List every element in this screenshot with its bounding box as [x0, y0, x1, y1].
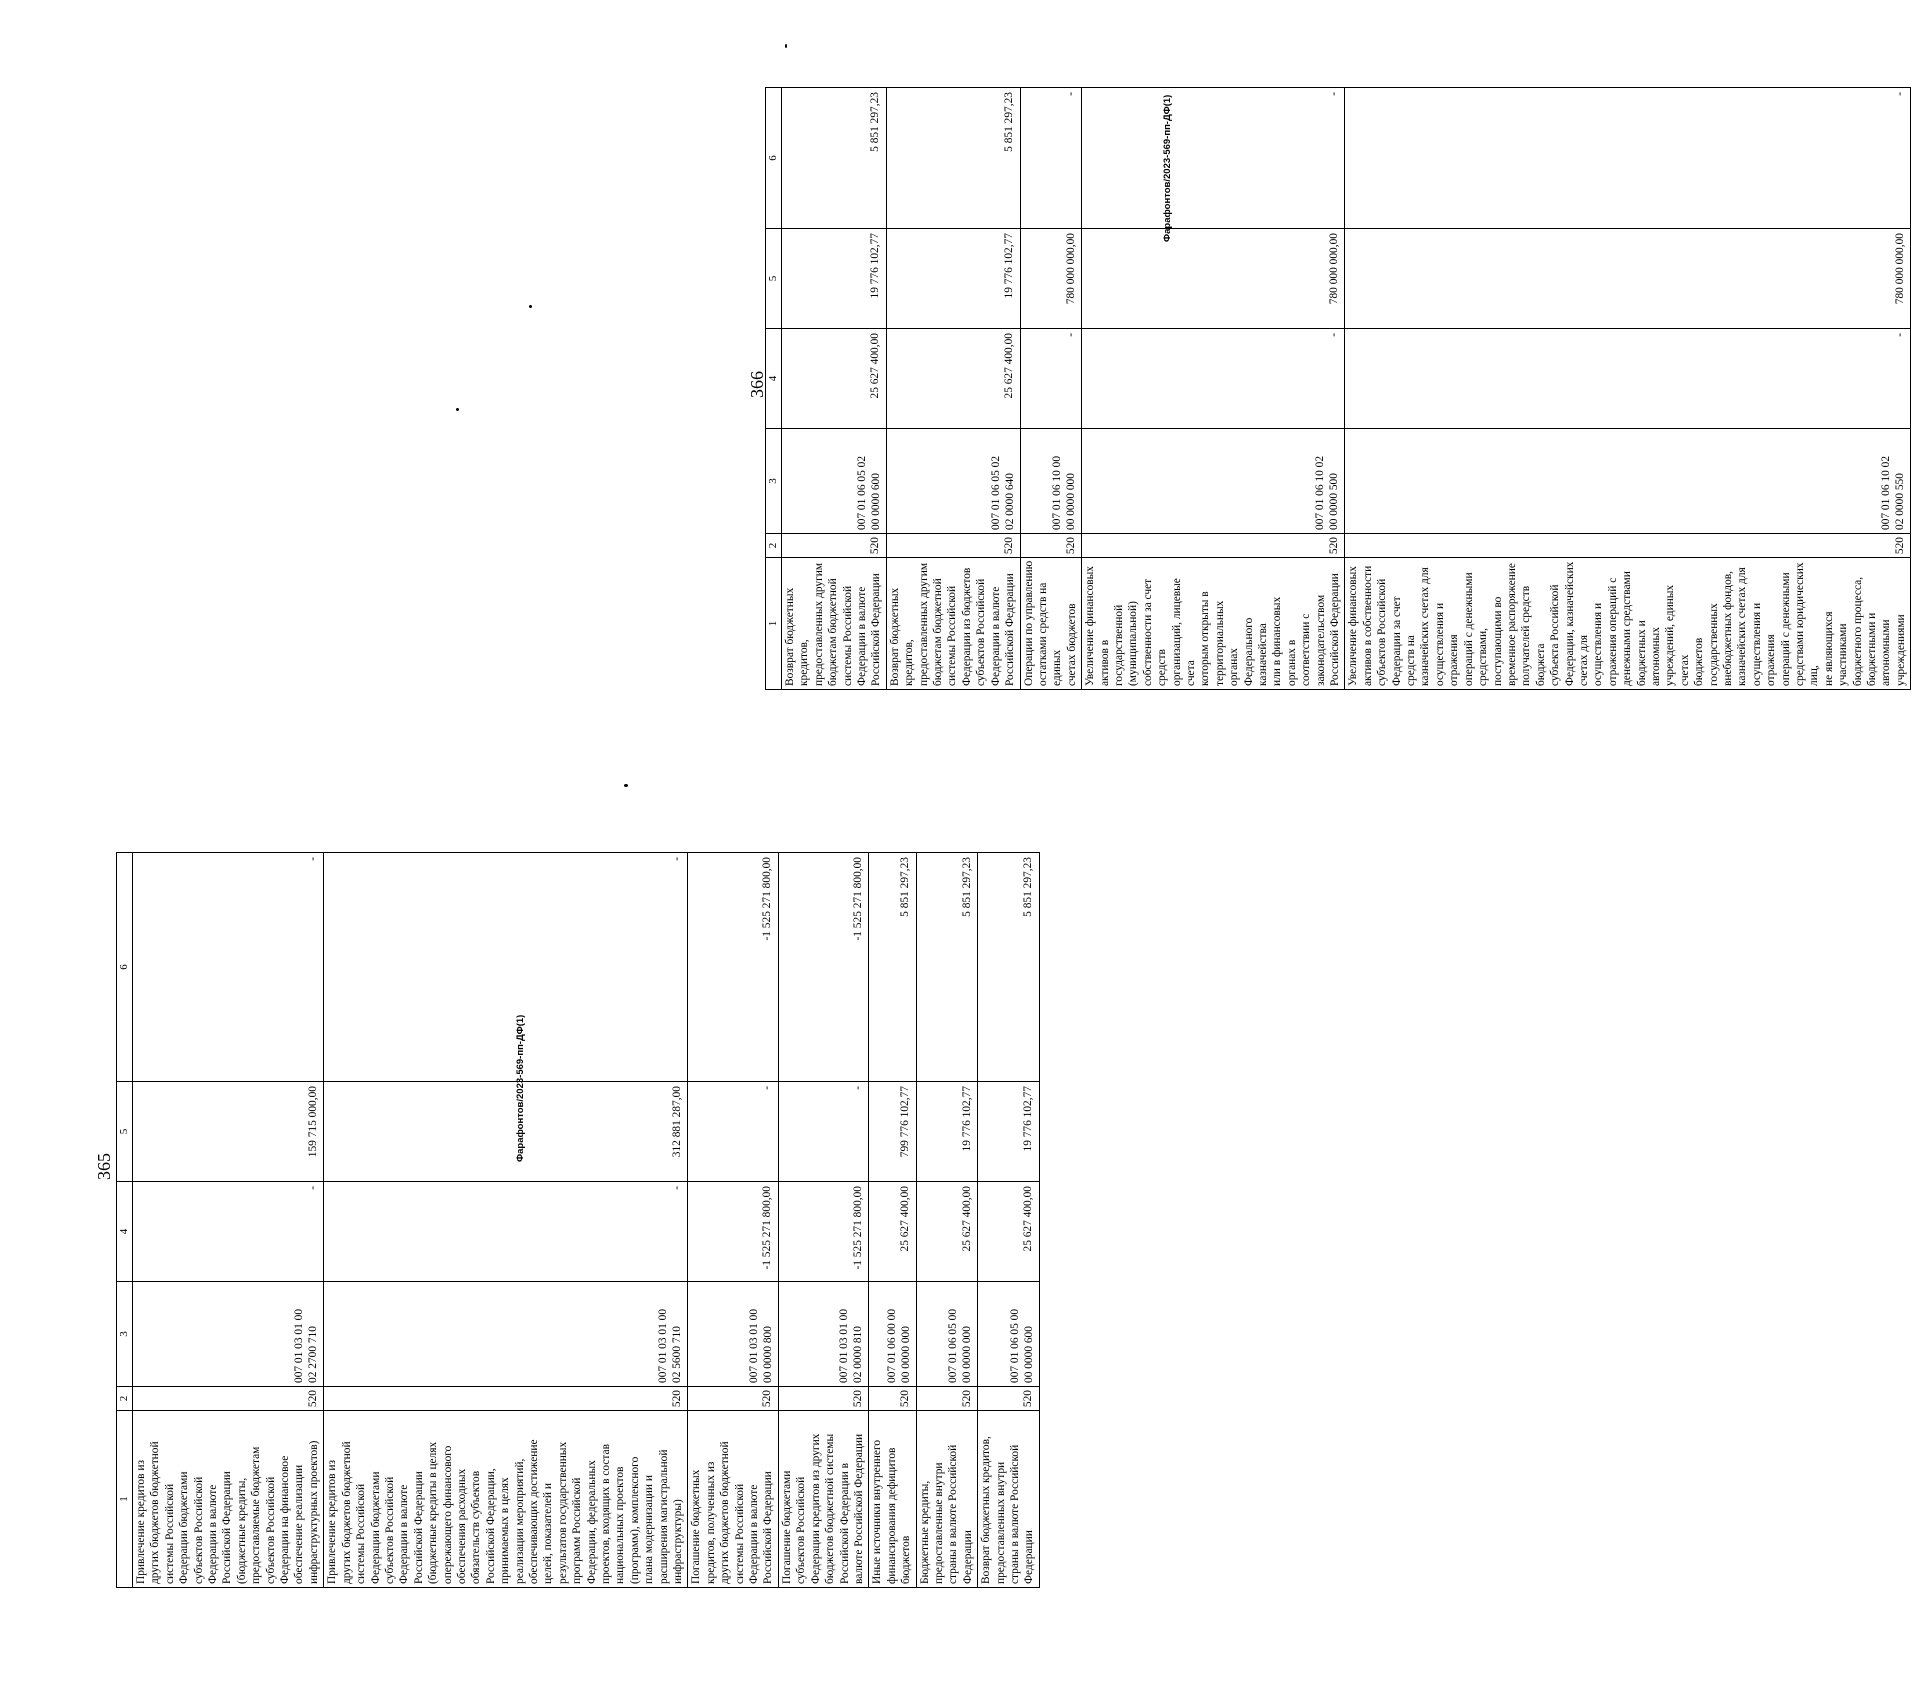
line-code: 520	[886, 534, 1020, 558]
value-col5: 19 776 102,77	[978, 1082, 1040, 1182]
line-code: 520	[1345, 534, 1911, 558]
value-col4: 25 627 400,00	[886, 329, 1020, 429]
budget-code: 007 01 06 05 00 00 0000 000	[916, 1282, 978, 1387]
table-row	[916, 853, 978, 1588]
table-row	[324, 853, 688, 1588]
col-header: 6	[117, 853, 133, 1082]
col-header: 2	[766, 534, 782, 558]
value-col6: -1 525 271 800,00	[688, 853, 778, 1082]
row-name: Иные источники внутреннего финансирования дефицитов бюджетов	[869, 1411, 916, 1588]
table-row	[1020, 88, 1082, 690]
value-col5: 780 000 000,00	[1345, 229, 1911, 329]
col-header: 5	[766, 229, 782, 329]
col-header: 4	[117, 1182, 133, 1282]
row-name: Погашение бюджетных кредитов, полученных из других бюджетов бюджетной системы Российской Федерации в валюте Российской Федерации	[688, 1411, 778, 1588]
value-col6: -	[1345, 88, 1911, 229]
document-footer: Фарафонтов/2023-569-пп-ДФ(1)	[1162, 94, 1173, 242]
header-row	[766, 88, 782, 690]
line-code: 520	[778, 1387, 868, 1411]
budget-code: 007 01 06 10 02 02 0000 550	[1345, 429, 1911, 534]
line-code: 520	[324, 1387, 688, 1411]
col-header: 1	[766, 558, 782, 690]
value-col5: 799 776 102,77	[869, 1082, 916, 1182]
row-name: Возврат бюджетных кредитов, предоставленных другим бюджетам бюджетной системы Российской Федерации в валюте Российской Федерации	[782, 558, 887, 690]
value-col4: -	[1020, 329, 1082, 429]
value-col4: -1 525 271 800,00	[778, 1182, 868, 1282]
col-header: 5	[117, 1082, 133, 1182]
value-col4: 25 627 400,00	[782, 329, 887, 429]
line-code: 520	[1082, 534, 1345, 558]
value-col4: -	[324, 1182, 688, 1282]
budget-code: 007 01 06 05 02 00 0000 600	[782, 429, 887, 534]
row-name: Привлечение кредитов из других бюджетов бюджетной системы Российской Федерации бюджетами субъектов Российской Федерации в валюте Российской Федерации (бюджетные кредиты в целях опережающего финансового обеспечения расходных обязательств субъектов Российской Федерации, принимаемых в целях реализации мероприятий, обеспечивающих достижение целей, показателей и результатов государственных программ Российской Федерации, федеральных проектов, входящих в состав национальных проектов (программ), комплексного плана модернизации и расширения магистральной инфраструктуры)	[324, 1411, 688, 1588]
value-col6: -	[1020, 88, 1082, 229]
sources-table-366	[765, 87, 1911, 690]
budget-code: 007 01 03 01 00 02 0000 810	[778, 1282, 868, 1387]
page-number: 366	[747, 371, 767, 398]
line-code: 520	[869, 1387, 916, 1411]
value-col5: 780 000 000,00	[1082, 229, 1345, 329]
value-col5: -	[688, 1082, 778, 1182]
document-footer: Фарафонтов/2023-569-пп-ДФ(1)	[515, 1014, 526, 1162]
table-row	[1082, 88, 1345, 690]
row-name: Привлечение кредитов из других бюджетов бюджетной системы Российской Федерации бюджетами субъектов Российской Федерации в валюте Российской Федерации (бюджетные кредиты, предоставляемые бюджетам субъектов Российской Федерации на финансовое обеспечение реализации инфраструктурных проектов)	[133, 1411, 324, 1588]
scan-speck	[624, 784, 628, 787]
value-col6: -	[1082, 88, 1345, 229]
value-col4: -	[1345, 329, 1911, 429]
scan-speck	[785, 44, 787, 48]
line-code: 520	[688, 1387, 778, 1411]
line-code: 520	[782, 534, 887, 558]
scan-speck	[529, 305, 532, 308]
col-header: 3	[766, 429, 782, 534]
row-name: Увеличение финансовых активов в собственности субъектов Российской Федерации за счет средств на казначейских счетах для осуществления и отражения операций с денежными средствами, поступающими во временное распоряжение получателей средств бюджета субъекта Российской Федерации, казначейских счетах для осуществления и отражения операций с денежными средствами бюджетных и автономных учреждений, единых счетах бюджетов государственных внебюджетных фондов, казначейских счетах для осуществления и отражения операций с денежными средствами юридических лиц, не являющихся участниками бюджетного процесса, бюджетными и автономными учреждениями	[1345, 558, 1911, 690]
table-row	[886, 88, 1020, 690]
value-col6: 5 851 297,23	[869, 853, 916, 1082]
value-col5: 19 776 102,77	[916, 1082, 978, 1182]
budget-code: 007 01 06 00 00 00 0000 000	[869, 1282, 916, 1387]
line-code: 520	[916, 1387, 978, 1411]
table-page-366	[765, 87, 1911, 690]
budget-code: 007 01 06 10 00 00 0000 000	[1020, 429, 1082, 534]
value-col4: -	[1082, 329, 1345, 429]
line-code: 520	[133, 1387, 324, 1411]
page-number: 365	[94, 1153, 114, 1180]
value-col4: 25 627 400,00	[978, 1182, 1040, 1282]
col-header: 3	[117, 1282, 133, 1387]
value-col5: 19 776 102,77	[886, 229, 1020, 329]
line-code: 520	[978, 1387, 1040, 1411]
value-col5: -	[778, 1082, 868, 1182]
table-page-365	[116, 852, 1040, 1588]
value-col4: -1 525 271 800,00	[688, 1182, 778, 1282]
value-col6: 5 851 297,23	[886, 88, 1020, 229]
budget-code: 007 01 03 01 00 02 2700 710	[133, 1282, 324, 1387]
value-col5: 19 776 102,77	[782, 229, 887, 329]
budget-code: 007 01 03 01 00 00 0000 800	[688, 1282, 778, 1387]
value-col5: 780 000 000,00	[1020, 229, 1082, 329]
table-row	[978, 853, 1040, 1588]
value-col6: -	[324, 853, 688, 1082]
value-col6: 5 851 297,23	[782, 88, 887, 229]
row-name: Операции по управлению остатками средств на единых счетах бюджетов	[1020, 558, 1082, 690]
row-name: Увеличение финансовых активов в государственной (муниципальной) собственности за счет средств организаций, лицевые счета которым открыты в территориальных органах Федерального казначейства или в финансовых органах в соответствии с законодательством Российской Федерации	[1082, 558, 1345, 690]
row-name: Погашение бюджетами субъектов Российской Федерации кредитов из других бюджетов бюджетной системы Российской Федерации в валюте Российской Федерации	[778, 1411, 868, 1588]
line-code: 520	[1020, 534, 1082, 558]
row-name: Возврат бюджетных кредитов, предоставленных другим бюджетам бюджетной системы Российской Федерации из бюджетов субъектов Российской Федерации в валюте Российской Федерации	[886, 558, 1020, 690]
col-header: 1	[117, 1411, 133, 1588]
budget-code: 007 01 03 01 00 02 5600 710	[324, 1282, 688, 1387]
col-header: 6	[766, 88, 782, 229]
table-row	[778, 853, 868, 1588]
value-col5: 312 881 287,00	[324, 1082, 688, 1182]
table-row	[133, 853, 324, 1588]
header-row	[117, 853, 133, 1588]
value-col6: -	[133, 853, 324, 1082]
table-row	[1345, 88, 1911, 690]
table-row	[688, 853, 778, 1588]
budget-code: 007 01 06 05 02 02 0000 640	[886, 429, 1020, 534]
value-col5: 159 715 000,00	[133, 1082, 324, 1182]
value-col4: -	[133, 1182, 324, 1282]
table-row	[869, 853, 916, 1588]
value-col6: -1 525 271 800,00	[778, 853, 868, 1082]
col-header: 2	[117, 1387, 133, 1411]
value-col6: 5 851 297,23	[978, 853, 1040, 1082]
value-col6: 5 851 297,23	[916, 853, 978, 1082]
table-row	[782, 88, 887, 690]
budget-code: 007 01 06 05 00 00 0000 600	[978, 1282, 1040, 1387]
value-col4: 25 627 400,00	[869, 1182, 916, 1282]
sources-table-365	[116, 852, 1040, 1588]
row-name: Бюджетные кредиты, предоставленные внутри страны в валюте Российской Федерации	[916, 1411, 978, 1588]
scan-speck	[456, 408, 459, 411]
col-header: 4	[766, 329, 782, 429]
value-col4: 25 627 400,00	[916, 1182, 978, 1282]
budget-code: 007 01 06 10 02 00 0000 500	[1082, 429, 1345, 534]
row-name: Возврат бюджетных кредитов, предоставленных внутри страны в валюте Российской Федерации	[978, 1411, 1040, 1588]
